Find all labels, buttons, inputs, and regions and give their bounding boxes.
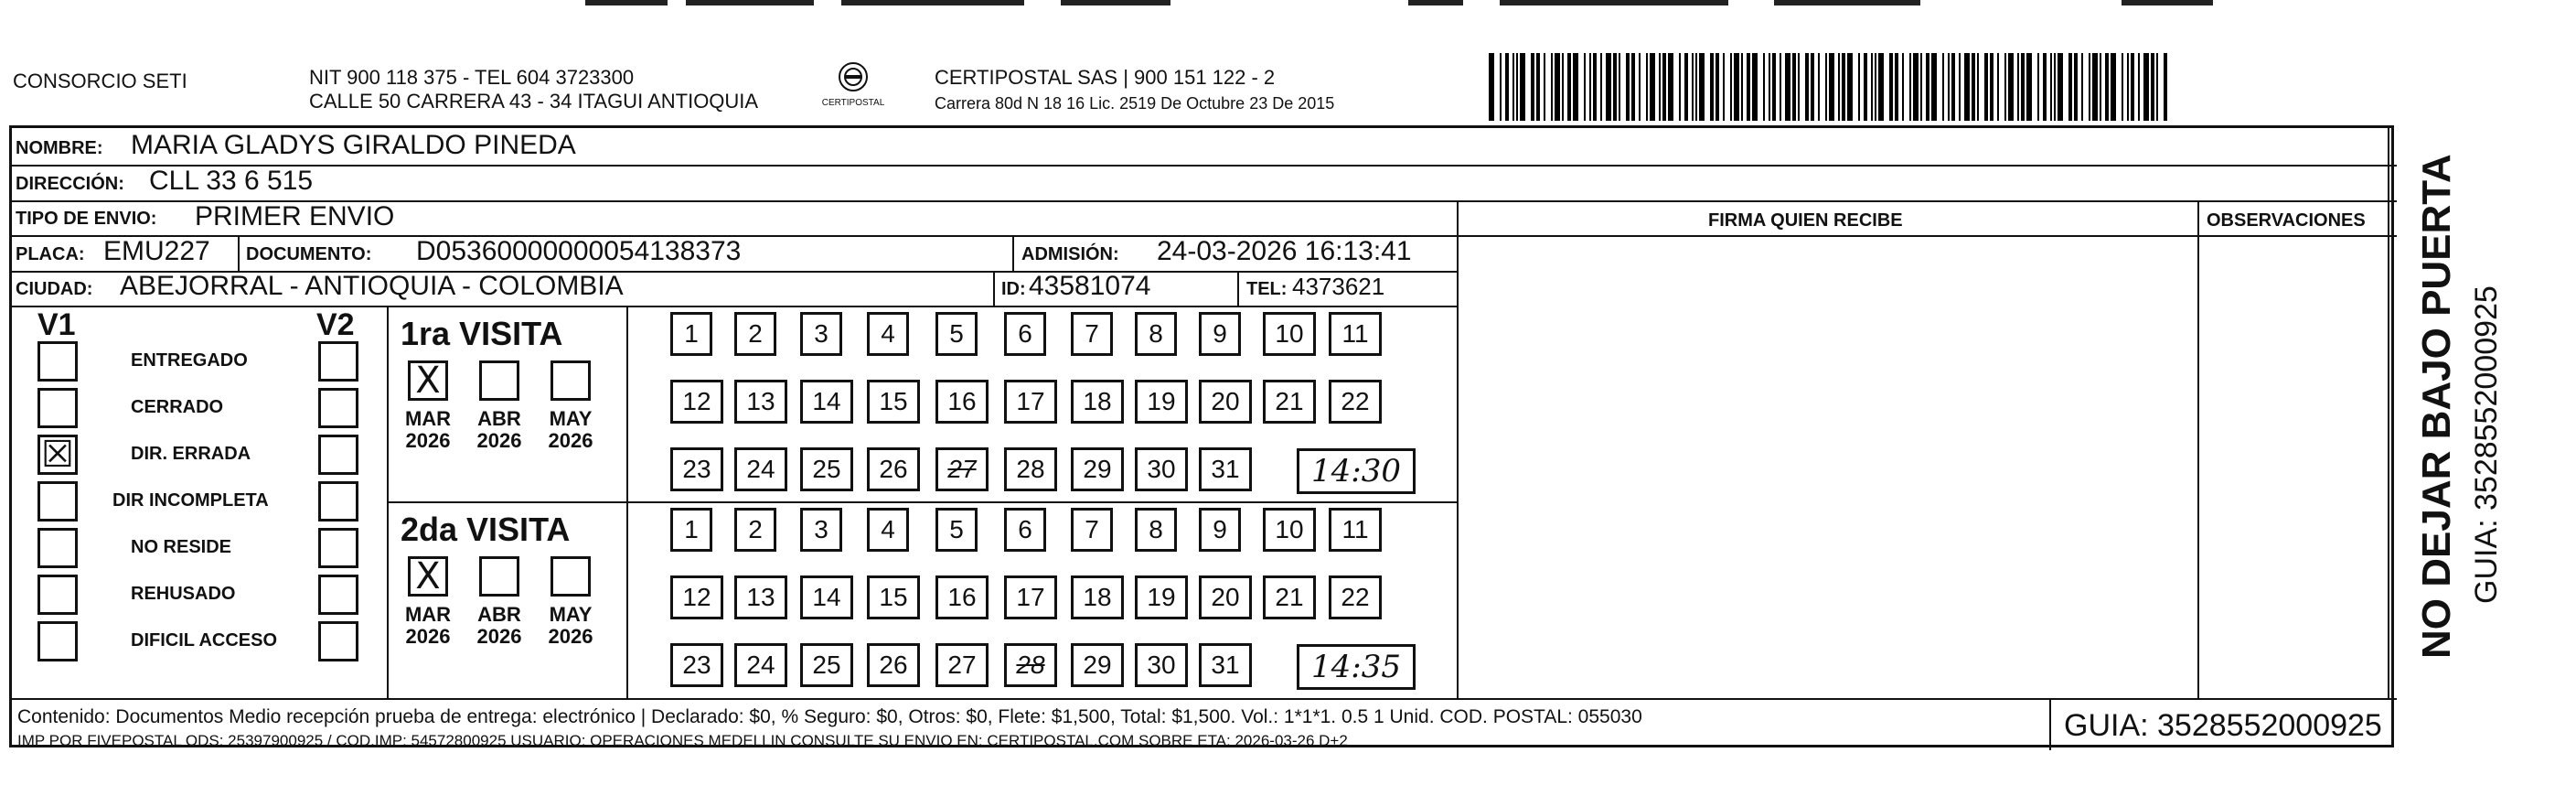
v2-checkbox[interactable] — [318, 435, 358, 475]
footer-guia: GUIA: 3528552000925 — [2064, 708, 2382, 743]
tel-value: 4373621 — [1292, 273, 1385, 300]
footer-content-line: Contenido: Documentos Medio recepción prueba de entrega: electrónico | Declarado: $0, % Seguro: $0, Otros: $0, Flete: $1,500, Total: $1,500. Vol.: 1*1*1. 0.5 1 Unid. COD. POSTAL: 055030 — [17, 706, 1642, 727]
month-label: MAR 2026 — [404, 407, 452, 452]
day-checkbox[interactable]: 2 — [734, 508, 776, 552]
status-option-label: DIR INCOMPLETA — [112, 490, 269, 511]
second-visit-time: 14:35 — [1297, 644, 1416, 690]
company-name: CONSORCIO SETI — [13, 70, 187, 92]
placa-label: PLACA: — [16, 244, 85, 264]
day-checkbox[interactable]: 14 — [800, 575, 853, 619]
top-edge-marks — [585, 0, 2231, 7]
v2-checkbox[interactable] — [318, 621, 358, 661]
day-checkbox[interactable]: 9 — [1199, 508, 1241, 552]
status-option-label: DIR. ERRADA — [131, 444, 251, 464]
nombre-label: NOMBRE: — [16, 138, 103, 158]
day-checkbox[interactable]: 27 — [935, 447, 989, 491]
day-checkbox[interactable]: 20 — [1199, 380, 1252, 424]
placa-value: EMU227 — [103, 236, 210, 266]
day-checkbox[interactable]: 16 — [935, 575, 989, 619]
day-checkbox[interactable]: 1 — [670, 508, 712, 552]
v1-checkbox[interactable] — [37, 481, 78, 522]
day-checkbox[interactable]: 3 — [800, 312, 842, 356]
day-checkbox[interactable]: 21 — [1263, 380, 1316, 424]
day-checkbox[interactable]: 11 — [1329, 312, 1382, 356]
day-checkbox[interactable]: 5 — [935, 312, 978, 356]
day-checkbox[interactable]: 30 — [1135, 643, 1188, 687]
day-checkbox[interactable]: 2 — [734, 312, 776, 356]
v1-header: V1 — [37, 307, 76, 342]
day-checkbox[interactable]: 23 — [670, 447, 723, 491]
month-checkbox[interactable] — [479, 556, 519, 597]
tipo-envio-label: TIPO DE ENVIO: — [16, 209, 157, 229]
v2-header: V2 — [316, 307, 355, 342]
day-checkbox[interactable]: 11 — [1329, 508, 1382, 552]
day-checkbox[interactable]: 6 — [1004, 508, 1046, 552]
v1-checkbox[interactable]: ☒ — [37, 435, 78, 475]
day-checkbox[interactable]: 18 — [1071, 575, 1124, 619]
day-checkbox[interactable]: 7 — [1071, 508, 1113, 552]
v1-checkbox[interactable] — [37, 528, 78, 568]
month-checkbox[interactable] — [479, 360, 519, 401]
month-label: MAY 2026 — [548, 407, 593, 452]
month-checkbox[interactable] — [550, 360, 591, 401]
day-checkbox[interactable]: 31 — [1199, 643, 1252, 687]
tel-label: TEL: — [1246, 279, 1288, 299]
first-visit-title: 1ra VISITA — [401, 315, 563, 352]
certipostal-logo — [817, 60, 890, 117]
day-checkbox[interactable]: 23 — [670, 643, 723, 687]
day-checkbox[interactable]: 13 — [734, 380, 787, 424]
day-checkbox[interactable]: 10 — [1263, 312, 1316, 356]
day-checkbox[interactable]: 27 — [935, 643, 989, 687]
day-checkbox[interactable]: 29 — [1071, 643, 1124, 687]
day-checkbox[interactable]: 8 — [1135, 508, 1177, 552]
footer-imp-line: IMP POR FIVEPOSTAL ODS: 25397900925 / COD.IMP: 54572800925 USUARIO: OPERACIONES MEDELLIN CONSULTE SU ENVIO EN: CERTIPOSTAL.COM SOBRE ETA: 2026-03-26 D+2 — [17, 732, 1348, 749]
status-option-label: NO RESIDE — [131, 537, 232, 557]
status-option-label: ENTREGADO — [131, 350, 248, 371]
day-checkbox[interactable]: 20 — [1199, 575, 1252, 619]
v2-checkbox[interactable] — [318, 388, 358, 428]
day-checkbox[interactable]: 24 — [734, 447, 787, 491]
direccion-value: CLL 33 6 515 — [149, 166, 314, 196]
day-checkbox[interactable]: 6 — [1004, 312, 1046, 356]
v2-checkbox[interactable] — [318, 481, 358, 522]
ciudad-label: CIUDAD: — [16, 279, 93, 299]
day-checkbox[interactable]: 3 — [800, 508, 842, 552]
day-checkbox[interactable]: 14 — [800, 380, 853, 424]
logo-text: CERTIPOSTAL — [821, 98, 885, 108]
day-checkbox[interactable]: 9 — [1199, 312, 1241, 356]
id-label: ID: — [1001, 279, 1026, 299]
day-checkbox[interactable]: 28 — [1004, 447, 1057, 491]
side-guia: GUIA: 3528552000925 — [2469, 285, 2504, 604]
month-label: ABR 2026 — [476, 407, 522, 452]
tipo-envio-value: PRIMER ENVIO — [195, 201, 395, 231]
day-checkbox[interactable]: 17 — [1004, 575, 1057, 619]
observaciones-label: OBSERVACIONES — [2207, 210, 2366, 231]
day-checkbox[interactable]: 8 — [1135, 312, 1177, 356]
barcode — [1489, 53, 2175, 121]
certipostal-line: CERTIPOSTAL SAS | 900 151 122 - 2 — [935, 66, 1276, 89]
month-label: MAY 2026 — [548, 603, 593, 648]
day-checkbox[interactable]: 4 — [867, 312, 909, 356]
day-checkbox[interactable]: 25 — [800, 447, 853, 491]
side-no-dejar: NO DEJAR BAJO PUERTA — [2414, 154, 2459, 659]
status-option-label: REHUSADO — [131, 584, 236, 604]
day-checkbox[interactable]: 22 — [1329, 575, 1382, 619]
month-label: MAR 2026 — [404, 603, 452, 648]
admision-label: ADMISIÓN: — [1021, 244, 1119, 264]
day-checkbox[interactable]: 13 — [734, 575, 787, 619]
month-checkbox[interactable] — [550, 556, 591, 597]
second-visit-title: 2da VISITA — [401, 511, 571, 548]
address-line: CALLE 50 CARRERA 43 - 34 ITAGUI ANTIOQUIA — [309, 90, 759, 113]
v1-checkbox[interactable] — [37, 575, 78, 615]
day-checkbox[interactable]: 25 — [800, 643, 853, 687]
documento-value: D05360000000054138373 — [416, 236, 742, 266]
admision-value: 24-03-2026 16:13:41 — [1157, 236, 1412, 266]
day-checkbox[interactable]: 1 — [670, 312, 712, 356]
nit-line: NIT 900 118 375 - TEL 604 3723300 — [309, 66, 635, 89]
day-checkbox[interactable]: 17 — [1004, 380, 1057, 424]
day-checkbox[interactable]: 29 — [1071, 447, 1124, 491]
first-visit-time: 14:30 — [1297, 448, 1416, 494]
day-checkbox[interactable]: 24 — [734, 643, 787, 687]
id-value: 43581074 — [1029, 271, 1151, 301]
status-option-label: CERRADO — [131, 397, 224, 417]
day-checkbox[interactable]: 28 — [1004, 643, 1057, 687]
day-checkbox[interactable]: 4 — [867, 508, 909, 552]
day-checkbox[interactable]: 26 — [867, 643, 920, 687]
day-checkbox[interactable]: 30 — [1135, 447, 1188, 491]
month-label: ABR 2026 — [476, 603, 522, 648]
firma-label: FIRMA QUIEN RECIBE — [1708, 210, 1903, 231]
license-line: Carrera 80d N 18 16 Lic. 2519 De Octubre 23 De 2015 — [935, 94, 1335, 113]
day-checkbox[interactable]: 18 — [1071, 380, 1124, 424]
v1-checkbox[interactable] — [37, 341, 78, 382]
direccion-label: DIRECCIÓN: — [16, 174, 124, 194]
day-checkbox[interactable]: 5 — [935, 508, 978, 552]
day-checkbox[interactable]: 19 — [1135, 380, 1188, 424]
nombre-value: MARIA GLADYS GIRALDO PINEDA — [131, 130, 576, 160]
day-checkbox[interactable]: 15 — [867, 380, 920, 424]
status-option-label: DIFICIL ACCESO — [131, 630, 278, 651]
v1-checkbox[interactable] — [37, 621, 78, 661]
day-checkbox[interactable]: 16 — [935, 380, 989, 424]
v2-checkbox[interactable] — [318, 341, 358, 382]
day-checkbox[interactable]: 15 — [867, 575, 920, 619]
documento-label: DOCUMENTO: — [246, 244, 372, 264]
v1-checkbox[interactable] — [37, 388, 78, 428]
day-checkbox[interactable]: 12 — [670, 575, 723, 619]
day-checkbox[interactable]: 31 — [1199, 447, 1252, 491]
day-checkbox[interactable]: 21 — [1263, 575, 1316, 619]
month-checkbox[interactable]: X — [408, 556, 448, 597]
month-checkbox[interactable]: X — [408, 360, 448, 401]
ciudad-value: ABEJORRAL - ANTIOQUIA - COLOMBIA — [120, 271, 624, 301]
v2-checkbox[interactable] — [318, 575, 358, 615]
day-checkbox[interactable]: 10 — [1263, 508, 1316, 552]
v2-checkbox[interactable] — [318, 528, 358, 568]
day-checkbox[interactable]: 22 — [1329, 380, 1382, 424]
day-checkbox[interactable]: 7 — [1071, 312, 1113, 356]
day-checkbox[interactable]: 12 — [670, 380, 723, 424]
day-checkbox[interactable]: 19 — [1135, 575, 1188, 619]
form-frame — [9, 125, 2394, 747]
day-checkbox[interactable]: 26 — [867, 447, 920, 491]
